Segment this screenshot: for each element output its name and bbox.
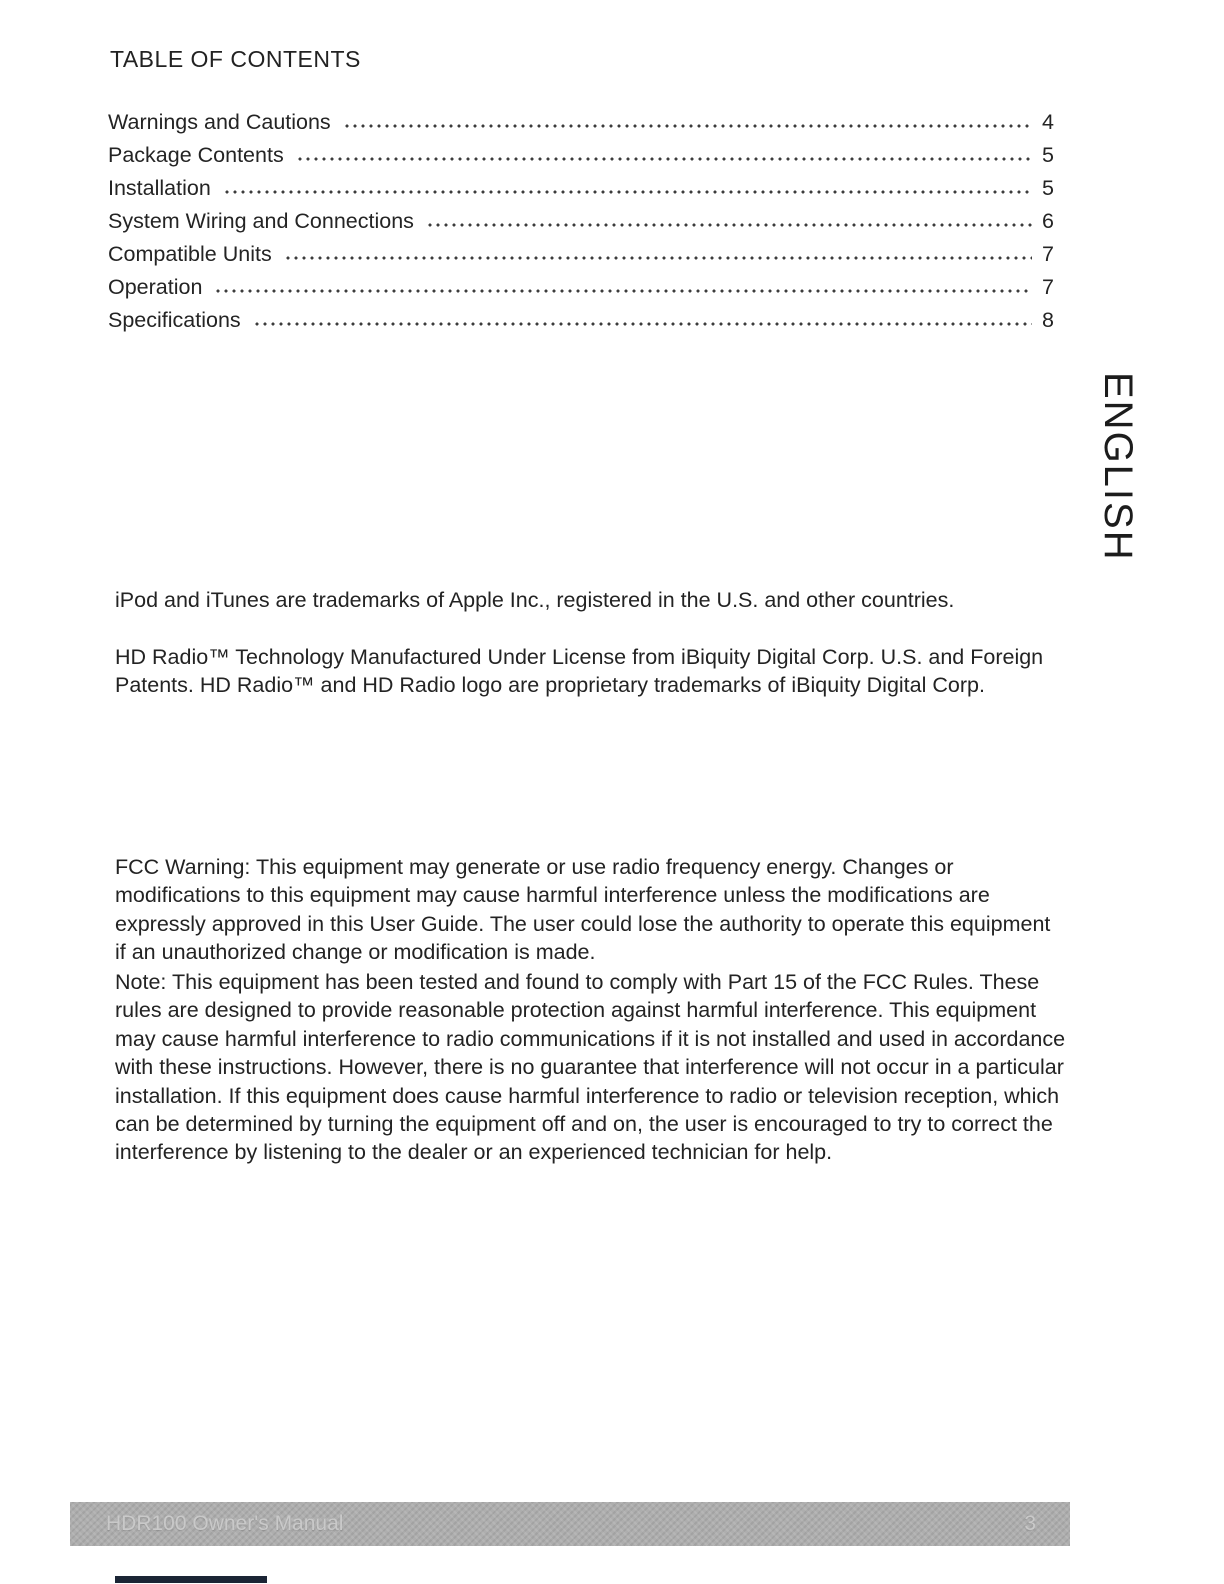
toc-entry-page: 5 [1042,143,1054,167]
toc-entry-page: 4 [1042,110,1054,134]
footer-bar [70,1502,1070,1546]
fcc-warning-paragraph: FCC Warning: This equipment may generate or use radio frequency energy. Changes or modifications to this equipment may cause harmful interference unless the modifications are expressly approved in this User Guide. The user could lose the authority to operate this equipment if an unauthorized change or modification is made. [115,855,1051,965]
toc-entry-label: Compatible Units [108,242,272,266]
toc-leader-dots [223,189,1032,195]
toc-entry [108,209,1054,242]
toc-entry-page: 7 [1042,242,1054,266]
toc-entry-label: Installation [108,176,211,200]
toc-leader-dots [253,321,1032,327]
hdradio-trademark-paragraph: HD Radio™ Technology Manufactured Under License from iBiquity Digital Corp. U.S. and Foreign Patents. HD Radio™ and HD Radio logo are proprietary trademarks of iBiquity Digital Corp. [115,645,1044,698]
toc-entry-label: System Wiring and Connections [108,209,414,233]
toc-list [108,110,1054,341]
toc-leader-dots [284,255,1032,261]
toc-leader-dots [426,222,1032,228]
toc-entry-label: Specifications [108,308,241,332]
toc-entry-page: 8 [1042,308,1054,332]
toc-entry-label: Operation [108,275,203,299]
footer-page-number: 3 [1024,1512,1036,1535]
toc-entry-label: Package Contents [108,143,284,167]
toc-entry [108,308,1054,341]
toc-entry [108,275,1054,308]
language-edge-label: ENGLISH [1096,372,1140,562]
toc-leader-dots [296,156,1032,162]
fcc-note-paragraph: Note: This equipment has been tested and found to comply with Part 15 of the FCC Rules. These rules are designed to provide reasonable protection against harmful interference. This equipment may cause harmful interference to radio communications if it is not installed and used in accordance with these instructions. However, there is no guarantee that interference will not occur in a particular installation. If this equipment does cause harmful interference to radio or television reception, which can be determined by turning the equipment off and on, the user is encouraged to try to correct the interference by listening to the dealer or an experienced technician for help. [115,970,1066,1165]
toc-leader-dots [214,288,1032,294]
toc-entry-page: 5 [1042,176,1054,200]
footer-manual-title: HDR100 Owner's Manual [106,1512,344,1535]
toc-leader-dots [343,123,1032,129]
toc-entry [108,110,1054,143]
toc-entry [108,176,1054,209]
toc-entry-page: 7 [1042,275,1054,299]
scan-edge-mark [115,1576,267,1583]
apple-trademark-paragraph: iPod and iTunes are trademarks of Apple Inc., registered in the U.S. and other countries. [115,588,955,612]
toc-entry-page: 6 [1042,209,1054,233]
toc-entry-label: Warnings and Cautions [108,110,331,134]
toc-entry [108,143,1054,176]
toc-heading: TABLE OF CONTENTS [110,46,361,72]
toc-entry [108,242,1054,275]
